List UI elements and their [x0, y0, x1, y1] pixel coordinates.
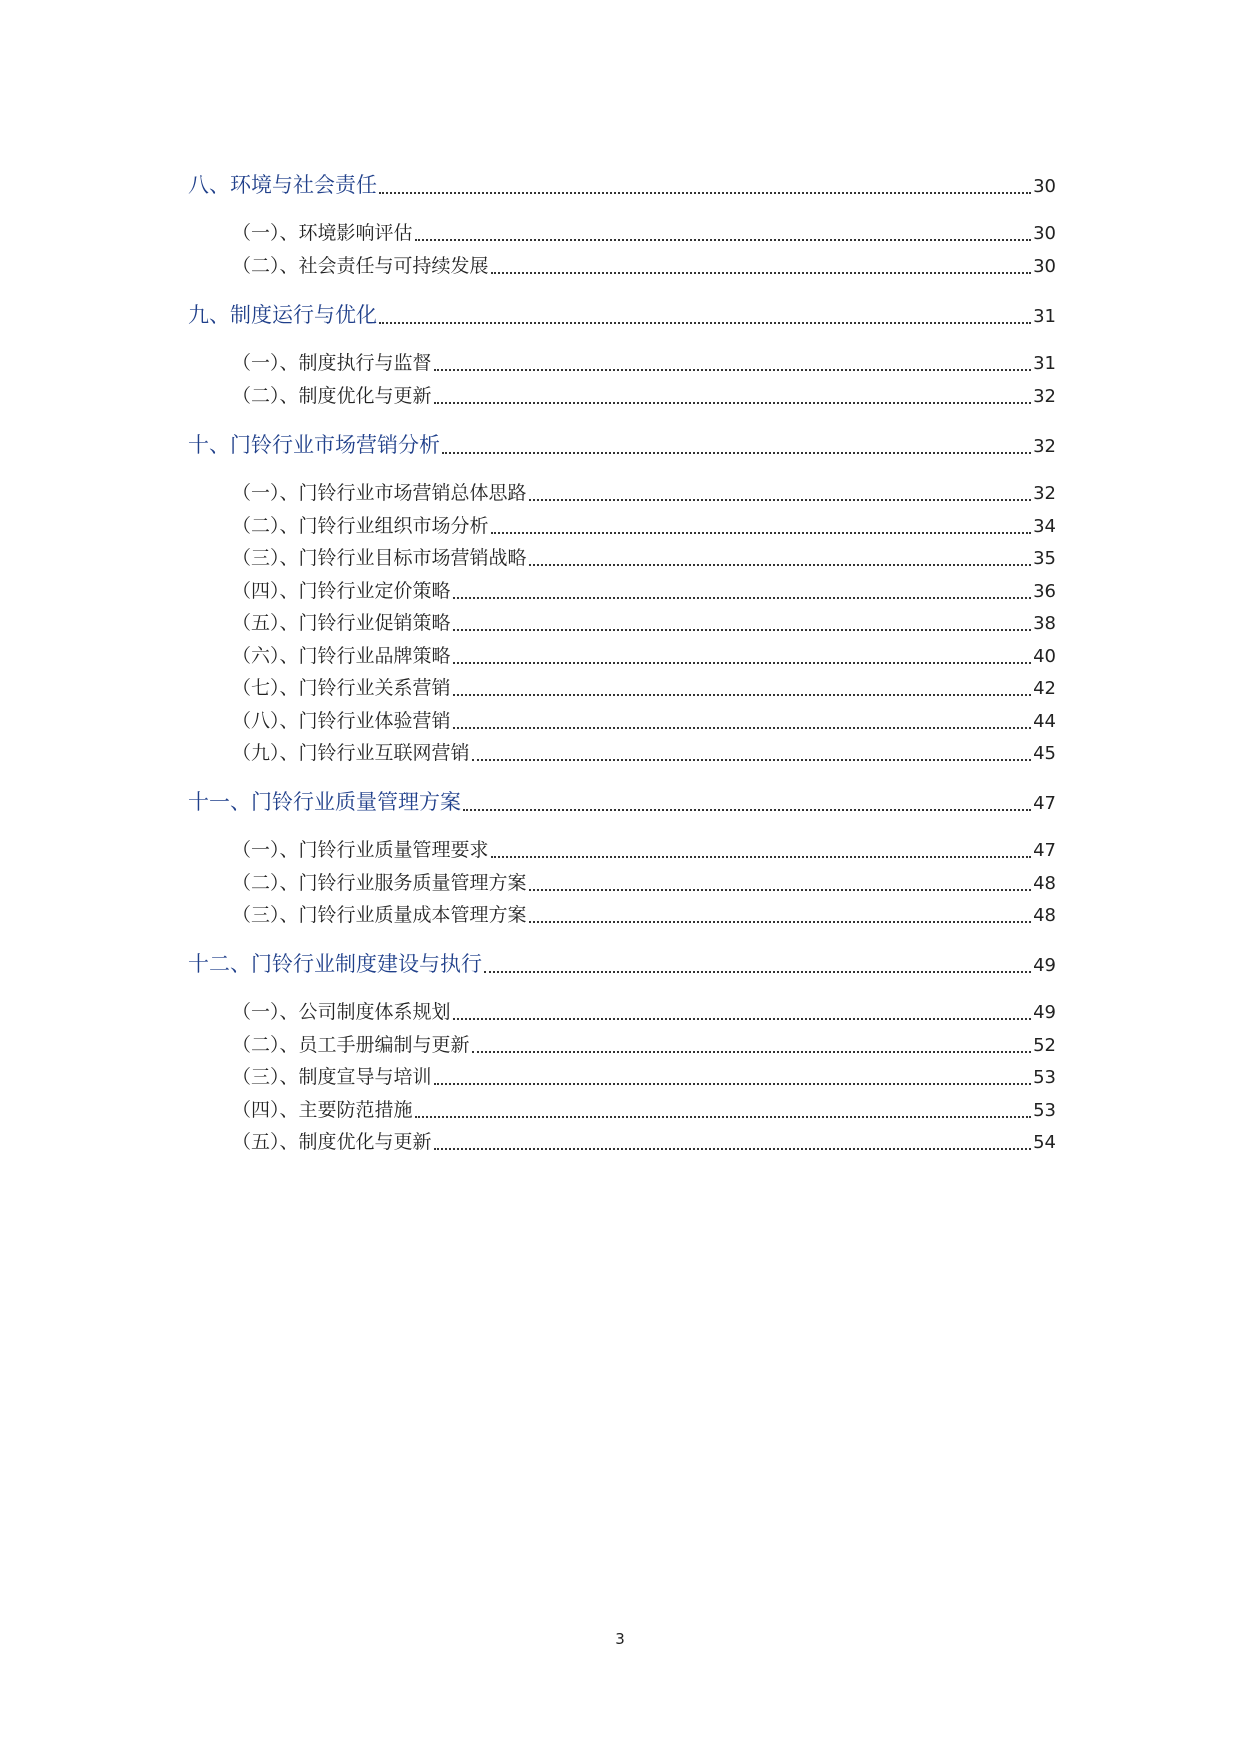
toc-entry-page: 31 — [1033, 306, 1056, 327]
toc-entry-page: 47 — [1033, 793, 1056, 814]
toc-entry-title: （三）、门铃行业目标市场营销战略 — [232, 547, 527, 569]
toc-entry[interactable] — [232, 248, 1056, 278]
toc-entry[interactable] — [232, 670, 1056, 700]
dot-leader — [442, 452, 1031, 454]
dot-leader — [529, 564, 1032, 566]
toc-entry-page: 30 — [1033, 256, 1056, 277]
dot-leader — [379, 322, 1031, 324]
toc-entry[interactable] — [232, 475, 1056, 505]
toc-entry-title: 八、环境与社会责任 — [188, 173, 377, 197]
toc-entry-page: 31 — [1033, 353, 1056, 374]
toc-entry[interactable] — [232, 215, 1056, 245]
dot-leader — [472, 1051, 1032, 1053]
toc-entry[interactable] — [232, 573, 1056, 603]
page-number: 3 — [615, 1630, 625, 1648]
dot-leader — [434, 402, 1032, 404]
toc-entry-page: 34 — [1033, 516, 1056, 537]
toc-entry-title: （五）、门铃行业促销策略 — [232, 612, 451, 634]
toc-entry[interactable] — [232, 345, 1056, 375]
toc-entry-title: 十二、门铃行业制度建设与执行 — [188, 952, 482, 976]
dot-leader — [529, 921, 1032, 923]
toc-entry-title: （三）、制度宣导与培训 — [232, 1066, 432, 1088]
toc-entry-page: 48 — [1033, 905, 1056, 926]
toc-entry-page: 30 — [1033, 176, 1056, 197]
toc-entry-title: （二）、门铃行业组织市场分析 — [232, 515, 489, 537]
dot-leader — [453, 662, 1032, 664]
toc-entry-page: 44 — [1033, 711, 1056, 732]
toc-entry-page: 32 — [1033, 436, 1056, 457]
toc-entry-page: 52 — [1033, 1035, 1056, 1056]
toc-entry-title: （九）、门铃行业互联网营销 — [232, 742, 470, 764]
dot-leader — [434, 1148, 1032, 1150]
dot-leader — [415, 1116, 1032, 1118]
toc-entry[interactable] — [232, 1027, 1056, 1057]
dot-leader — [453, 694, 1032, 696]
dot-leader — [472, 759, 1032, 761]
toc-entry-page: 49 — [1033, 1002, 1056, 1023]
toc-entry[interactable] — [232, 703, 1056, 733]
dot-leader — [484, 971, 1031, 973]
dot-leader — [491, 856, 1032, 858]
toc-entry-title: 十一、门铃行业质量管理方案 — [188, 790, 461, 814]
dot-leader — [529, 499, 1032, 501]
toc-entry[interactable] — [232, 865, 1056, 895]
toc-entry-title: （八）、门铃行业体验营销 — [232, 710, 451, 732]
toc-entry-title: （二）、社会责任与可持续发展 — [232, 255, 489, 277]
toc-entry[interactable] — [188, 298, 1056, 328]
toc-entry[interactable] — [232, 1124, 1056, 1154]
dot-leader — [491, 532, 1032, 534]
toc-entry[interactable] — [232, 1092, 1056, 1122]
toc-entry[interactable] — [188, 168, 1056, 198]
toc-entry-page: 40 — [1033, 646, 1056, 667]
toc-entry-page: 53 — [1033, 1067, 1056, 1088]
toc-entry-page: 30 — [1033, 223, 1056, 244]
dot-leader — [434, 1083, 1032, 1085]
toc-entry-page: 38 — [1033, 613, 1056, 634]
toc-entry-page: 47 — [1033, 840, 1056, 861]
toc-entry[interactable] — [232, 638, 1056, 668]
toc-entry[interactable] — [188, 428, 1056, 458]
toc-entry-page: 45 — [1033, 743, 1056, 764]
toc-entry[interactable] — [188, 785, 1056, 815]
toc-entry[interactable] — [232, 897, 1056, 927]
toc-entry[interactable] — [232, 508, 1056, 538]
toc-entry-page: 48 — [1033, 873, 1056, 894]
toc-entry-page: 54 — [1033, 1132, 1056, 1153]
toc-entry-title: （一）、制度执行与监督 — [232, 352, 432, 374]
toc-entry-title: （五）、制度优化与更新 — [232, 1131, 432, 1153]
dot-leader — [434, 369, 1032, 371]
toc-entry-title: （一）、门铃行业市场营销总体思路 — [232, 482, 527, 504]
toc-entry-title: （二）、制度优化与更新 — [232, 385, 432, 407]
toc-entry[interactable] — [232, 378, 1056, 408]
dot-leader — [453, 727, 1032, 729]
toc-entry-title: 九、制度运行与优化 — [188, 303, 377, 327]
toc-entry-title: （二）、门铃行业服务质量管理方案 — [232, 872, 527, 894]
toc-entry[interactable] — [232, 605, 1056, 635]
toc-entry-page: 42 — [1033, 678, 1056, 699]
dot-leader — [529, 889, 1032, 891]
dot-leader — [453, 629, 1032, 631]
toc-entry-page: 35 — [1033, 548, 1056, 569]
toc-entry-title: （一）、公司制度体系规划 — [232, 1001, 451, 1023]
toc-entry-page: 32 — [1033, 386, 1056, 407]
toc-entry[interactable] — [232, 994, 1056, 1024]
toc-entry-title: （一）、环境影响评估 — [232, 222, 413, 244]
dot-leader — [379, 192, 1031, 194]
dot-leader — [453, 597, 1032, 599]
toc-entry-page: 53 — [1033, 1100, 1056, 1121]
toc-entry-title: （七）、门铃行业关系营销 — [232, 677, 451, 699]
dot-leader — [491, 272, 1032, 274]
toc-entry[interactable] — [188, 947, 1056, 977]
toc-entry-title: （四）、门铃行业定价策略 — [232, 580, 451, 602]
toc-entry[interactable] — [232, 735, 1056, 765]
toc-entry-page: 49 — [1033, 955, 1056, 976]
dot-leader — [463, 809, 1031, 811]
toc-entry-page: 32 — [1033, 483, 1056, 504]
toc-entry[interactable] — [232, 832, 1056, 862]
toc-entry-title: （二）、员工手册编制与更新 — [232, 1034, 470, 1056]
toc-entry[interactable] — [232, 540, 1056, 570]
toc-entry-page: 36 — [1033, 581, 1056, 602]
dot-leader — [453, 1018, 1032, 1020]
dot-leader — [415, 239, 1032, 241]
toc-entry-title: （三）、门铃行业质量成本管理方案 — [232, 904, 527, 926]
toc-entry-title: （六）、门铃行业品牌策略 — [232, 645, 451, 667]
toc-entry-title: （四）、主要防范措施 — [232, 1099, 413, 1121]
toc-entry-title: 十、门铃行业市场营销分析 — [188, 433, 440, 457]
toc-entry-title: （一）、门铃行业质量管理要求 — [232, 839, 489, 861]
toc-entry[interactable] — [232, 1059, 1056, 1089]
